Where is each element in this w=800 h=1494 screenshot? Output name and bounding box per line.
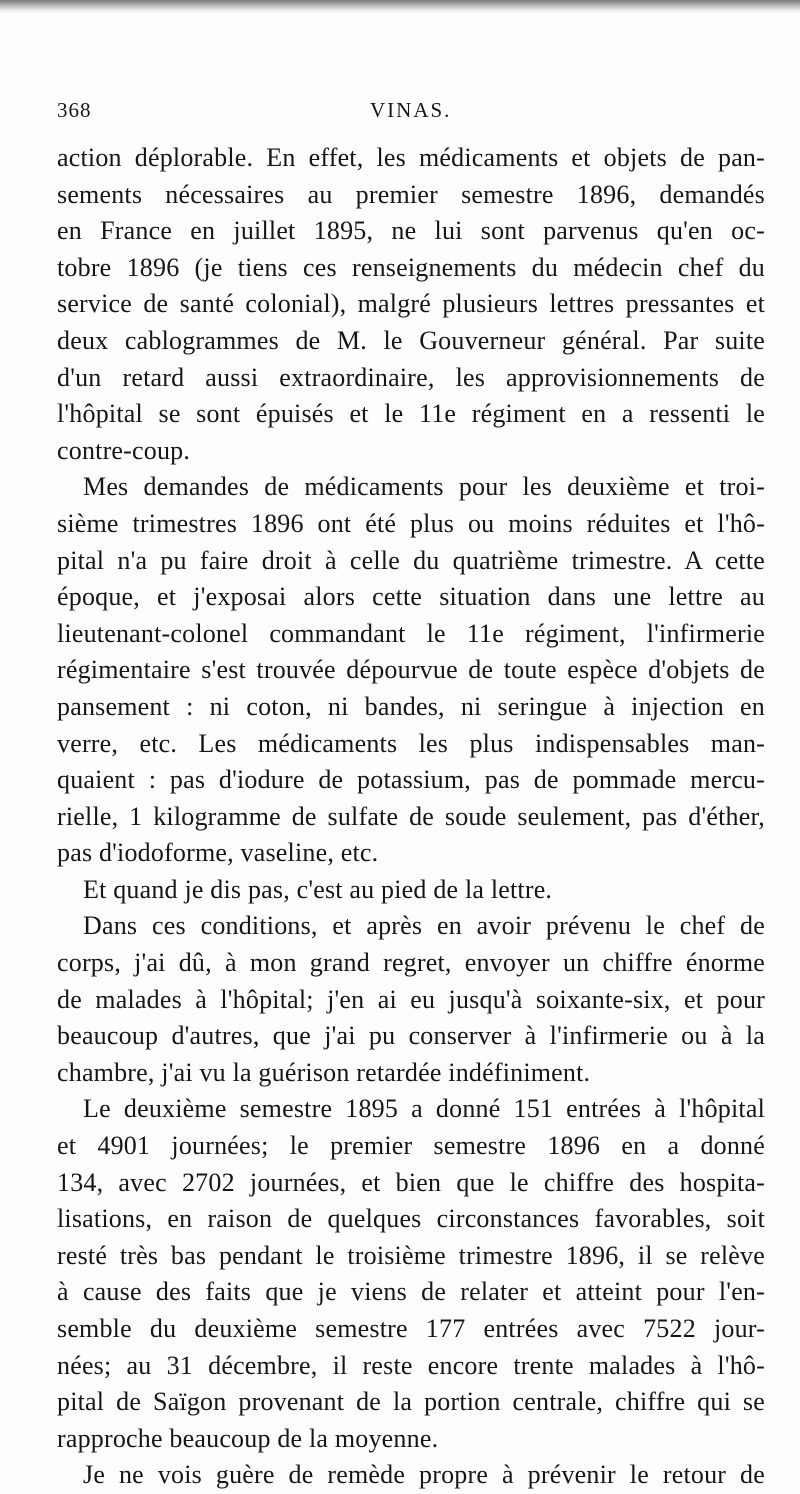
text-line: pital de Saïgon provenant de la portion centrale, chiffre qui se bbox=[57, 1387, 765, 1417]
text-line: régimentaire s'est trouvée dépourvue de toute espèce d'objets de bbox=[57, 655, 765, 685]
text-line: Dans ces conditions, et après en avoir prévenu le chef de bbox=[83, 911, 765, 941]
text-line: tobre 1896 (je tiens ces renseignements du médecin chef du bbox=[57, 252, 765, 282]
text-line: sième trimestres 1896 ont été plus ou moins réduites et l'hô- bbox=[57, 508, 765, 538]
text-line: d'un retard aussi extraordinaire, les approvisionnements de bbox=[57, 362, 765, 392]
text-line: corps, j'ai dû, à mon grand regret, envoyer un chiffre énorme bbox=[57, 948, 765, 978]
text-line: action déplorable. En effet, les médicaments et objets de pan- bbox=[57, 143, 765, 172]
text-line: nées; au 31 décembre, il reste encore trente malades à l'hô- bbox=[57, 1350, 765, 1380]
text-line: époque, et j'exposai alors cette situation dans une lettre au bbox=[57, 582, 765, 612]
text-line: rielle, 1 kilogramme de sulfate de soude seulement, pas d'éther, bbox=[57, 801, 765, 831]
text-line: lisations, en raison de quelques circonstances favorables, soit bbox=[57, 1204, 765, 1234]
text-line: beaucoup d'autres, que j'ai pu conserver à l'infirmerie ou à la bbox=[57, 1021, 765, 1051]
running-head: VINAS. bbox=[370, 98, 452, 122]
text-line: service de santé colonial), malgré plusieurs lettres pressantes et bbox=[57, 289, 765, 319]
text-line: 134, avec 2702 journées, et bien que le chiffre des hospita- bbox=[57, 1167, 765, 1197]
text-line: contre-coup. bbox=[57, 435, 191, 465]
text-line: l'hôpital se sont épuisés et le 11e régiment en a ressenti le bbox=[57, 399, 765, 429]
page-number: 368 bbox=[57, 98, 92, 122]
text-line: en France en juillet 1895, ne lui sont parvenus qu'en oc- bbox=[57, 216, 765, 246]
text-line: pital n'a pu faire droit à celle du quatrième trimestre. A cette bbox=[57, 545, 765, 575]
text-line: semble du deuxième semestre 177 entrées avec 7522 jour- bbox=[57, 1314, 765, 1343]
text-line: chambre, j'ai vu la guérison retardée indéfiniment. bbox=[57, 1057, 591, 1087]
text-line: verre, etc. Les médicaments les plus indispensables man- bbox=[57, 728, 765, 758]
text-line: Le deuxième semestre 1895 a donné 151 entrées à l'hôpital bbox=[83, 1094, 765, 1124]
text-line: Et quand je dis pas, c'est au pied de la lettre. bbox=[83, 874, 553, 904]
text-line: resté très bas pendant le troisième trimestre 1896, il se relève bbox=[57, 1240, 765, 1270]
text-line: pas d'iodoforme, vaseline, etc. bbox=[57, 838, 379, 868]
text-line: Mes demandes de médicaments pour les deuxième et troi- bbox=[83, 472, 765, 502]
text-line: et 4901 journées; le premier semestre 1896 en a donné bbox=[57, 1131, 765, 1161]
text-line: Je ne vois guère de remède propre à prévenir le retour de bbox=[83, 1460, 765, 1490]
body-text bbox=[57, 140, 765, 1494]
text-line: sements nécessaires au premier semestre 1896, demandés bbox=[57, 179, 765, 209]
text-line: de malades à l'hôpital; j'en ai eu jusqu'à soixante-six, et pour bbox=[57, 984, 765, 1014]
page-header bbox=[0, 92, 800, 132]
scan-top-edge bbox=[0, 0, 800, 14]
text-line: quaient : pas d'iodure de potassium, pas de pommade mercu- bbox=[57, 765, 765, 795]
text-line: pansement : ni coton, ni bandes, ni seringue à injection en bbox=[57, 691, 765, 721]
text-line: à cause des faits que je viens de relater et atteint pour l'en- bbox=[57, 1277, 765, 1307]
text-line: deux cablogrammes de M. le Gouverneur général. Par suite bbox=[57, 325, 765, 355]
text-line: lieutenant-colonel commandant le 11e régiment, l'infirmerie bbox=[57, 618, 765, 648]
text-line: rapproche beaucoup de la moyenne. bbox=[57, 1423, 439, 1453]
